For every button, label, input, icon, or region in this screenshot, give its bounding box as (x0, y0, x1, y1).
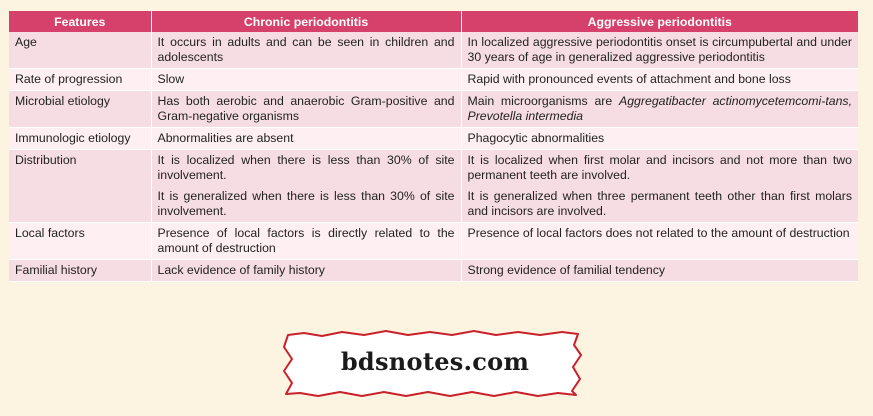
row-chronic-cell: Presence of local factors is directly related to the amount of destruction (151, 223, 461, 260)
table-row (9, 128, 858, 150)
chronic-localized-text: It is localized when there is less than 30% of site involvement. (157, 153, 455, 182)
header-features: Features (9, 11, 151, 32)
table-row (9, 260, 858, 282)
row-feature-cell: Local factors (9, 223, 151, 260)
aggressive-localized-text: It is localized when first molar and incisors and not more than two permanent teeth are involved. (467, 153, 852, 182)
table-row (9, 150, 858, 223)
chronic-generalized-text: It is generalized when there is less than 30% of site involvement. (157, 189, 455, 218)
logo-text: bdsnotes.com (340, 347, 530, 376)
row-feature-cell: Rate of progression (9, 69, 151, 91)
header-chronic: Chronic periodontitis (151, 11, 461, 32)
row-chronic-cell: Has both aerobic and anaerobic Gram-positive and Gram-negative organisms (151, 91, 461, 128)
row-aggressive-cell: In localized aggressive periodontitis onset is circumpubertal and under 30 years of age in generalized aggressive periodontitis (461, 32, 858, 69)
aggressive-prefix-text: Main microorganisms are (467, 94, 619, 108)
row-chronic-cell (151, 150, 461, 223)
table-row (9, 91, 858, 128)
row-chronic-cell: It occurs in adults and can be seen in children and adolescents (151, 32, 461, 69)
row-feature-cell: Distribution (9, 150, 151, 223)
organism-names-text: Aggregatibacter actinomycetemcomi-tans, Prevotella intermedia (467, 94, 852, 123)
row-chronic-cell: Slow (151, 69, 461, 91)
row-aggressive-cell (461, 91, 858, 128)
row-chronic-cell: Abnormalities are absent (151, 128, 461, 150)
row-feature-cell: Familial history (9, 260, 151, 282)
comparison-table-container (9, 11, 858, 282)
row-aggressive-cell: Strong evidence of familial tendency (461, 260, 858, 282)
row-feature-cell: Age (9, 32, 151, 69)
row-aggressive-cell: Rapid with pronounced events of attachment and bone loss (461, 69, 858, 91)
table-row (9, 223, 858, 260)
site-logo (282, 323, 588, 403)
table-row (9, 32, 858, 69)
row-aggressive-cell: Presence of local factors does not related to the amount of destruction (461, 223, 858, 260)
row-aggressive-cell: Phagocytic abnormalities (461, 128, 858, 150)
row-chronic-cell: Lack evidence of family history (151, 260, 461, 282)
comparison-table (9, 11, 858, 282)
aggressive-generalized-text: It is generalized when three permanent teeth other than first molars and incisors are involved. (467, 189, 852, 218)
header-aggressive: Aggressive periodontitis (461, 11, 858, 32)
table-row (9, 69, 858, 91)
table-header-row (9, 11, 858, 32)
row-aggressive-cell (461, 150, 858, 223)
row-feature-cell: Immunologic etiology (9, 128, 151, 150)
row-feature-cell: Microbial etiology (9, 91, 151, 128)
